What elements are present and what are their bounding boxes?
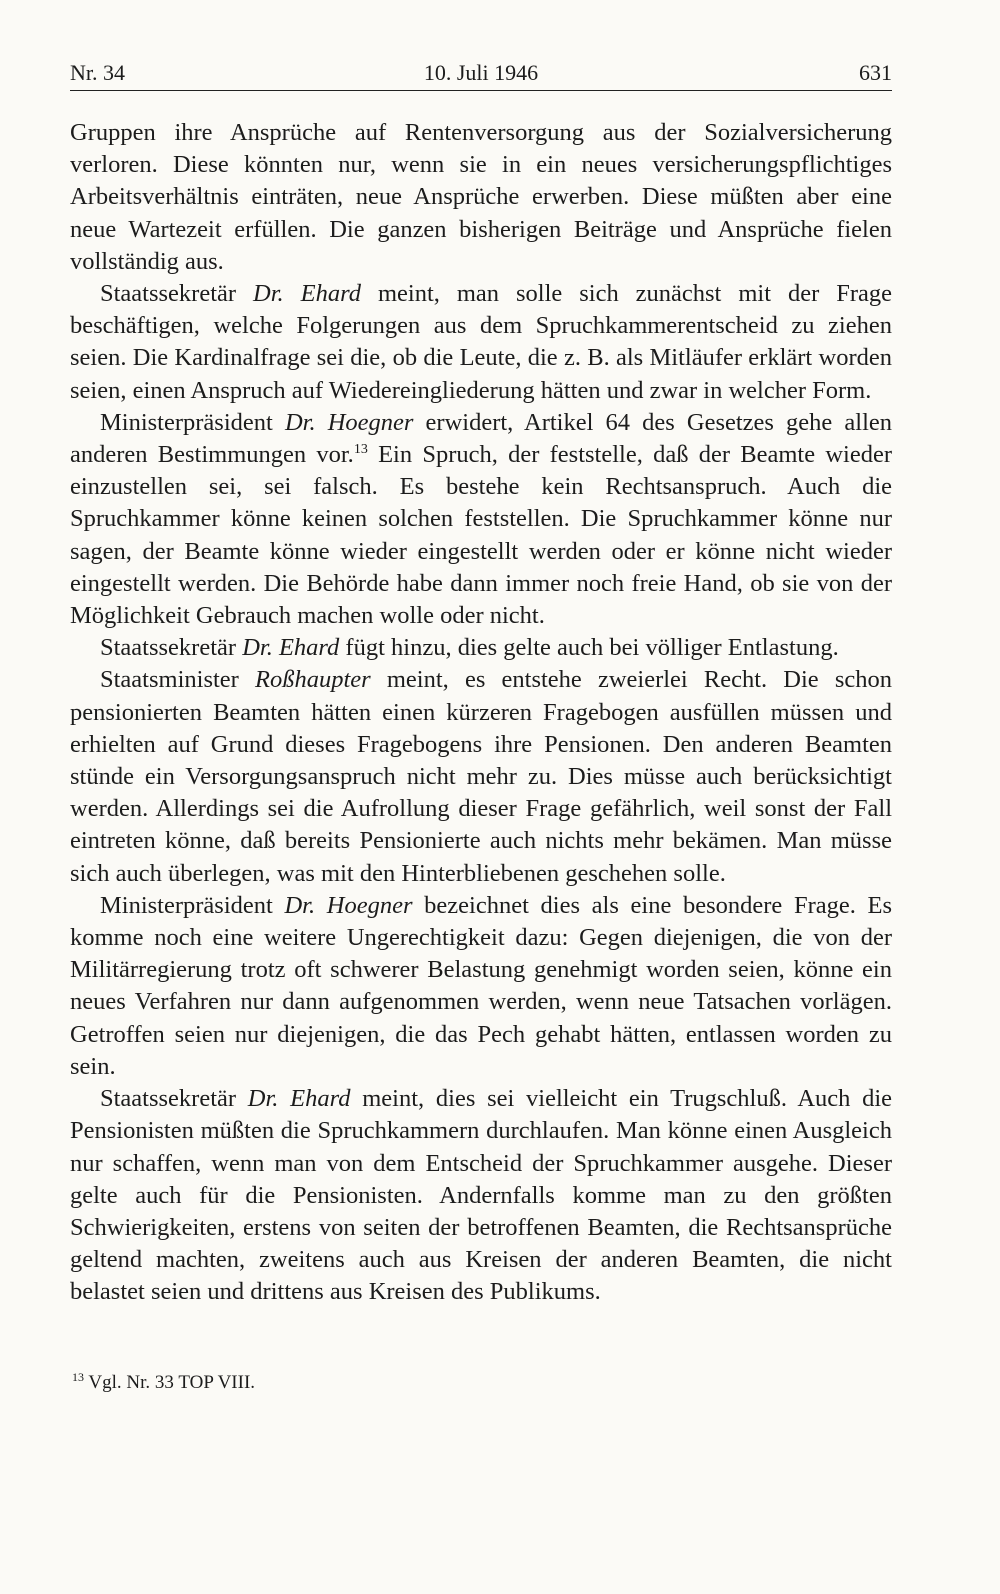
page-header bbox=[70, 58, 892, 91]
speaker-name: Ehard bbox=[290, 1085, 351, 1113]
speaker-name: Roßhaupter bbox=[255, 666, 371, 694]
body-text bbox=[70, 117, 892, 1309]
footnote-reference: 13 bbox=[353, 442, 368, 458]
paragraph: Staatssekretär Dr. Ehard fügt hinzu, dies gelte auch bei völliger Entlastung. bbox=[100, 634, 839, 662]
speaker-role: Staatssekretär bbox=[100, 1085, 237, 1113]
speaker-title: Dr. bbox=[284, 891, 316, 919]
footnote-number: 13 bbox=[72, 1370, 84, 1384]
speaker-name: Ehard bbox=[300, 280, 361, 308]
footnote bbox=[72, 1372, 894, 1394]
speaker-role: Ministerpräsident bbox=[100, 891, 273, 919]
speaker-title: Dr. bbox=[242, 634, 273, 662]
speaker-name: Hoegner bbox=[326, 891, 413, 919]
paragraph: Staatsminister Roßhaupter meint, es entstehe zweierlei Recht. Die schon pensionierten Beamten hätten einen kürzeren Fragebogen ausfüllen müssen und erhielten auf Grund dieses Fragebogens ihre Pensionen. Den anderen Beamten stünde ein Versorgungsanspruch nicht mehr zu. Dies müsse auch berücksichtigt werden. Allerdings sei die Aufrollung dieser Frage gefährlich, weil sonst der Fall eintreten könne, daß bereits Pensionierte auch nichts mehr bekämen. Man müsse sich auch überlegen, was mit den Hinterbliebenen geschehen solle. bbox=[70, 666, 893, 887]
paragraph: Ministerpräsident Dr. Hoegner erwidert, Artikel 64 des Gesetzes gehe allen anderen Bestimmungen vor.$^{13}$ Ein Spruch, der feststelle, daß der Beamte wieder einzustellen sei, sei falsch. Es bestehe kein Rechtsanspruch. Auch die Spruchkammer könne keinen solchen feststellen. Die Spruchkammer könne nur sagen, der Beamte könne wieder eingestellt werden oder er könne nicht wieder eingestellt werden. Die Behörde habe dann immer noch freie Hand, ob sie von der Möglichkeit Gebrauch machen wolle oder nicht. bbox=[70, 408, 893, 630]
speaker-role: Staatssekretär bbox=[100, 634, 237, 662]
paragraph: Staatssekretär Dr. Ehard meint, dies sei vielleicht ein Trugschluß. Auch die Pensionisten müßten die Spruchkammern durchlaufen. Man könne einen Ausgleich nur schaffen, wenn man von dem Entscheid der Spruchkammer ausgehe. Dieser gelte auch für die Pensionisten. Andernfalls komme man zu den größten Schwierigkeiten, erstens von seiten der betroffenen Beamten, die Rechtsansprüche geltend machten, zweitens auch aus Kreisen der anderen Beamten, die nicht belastet seien und drittens aus Kreisen des Publikums. bbox=[70, 1085, 893, 1306]
paragraph: Ministerpräsident Dr. Hoegner bezeichnet dies als eine besondere Frage. Es komme noch eine weitere Ungerechtigkeit dazu: Gegen diejenigen, die von der Militärregierung trotz oft schwerer Belastung genehmigt worden seien, könne ein neues Verfahren nur dann aufgenommen werden, wenn neue Tatsachen vorlägen. Getroffen seien nur diejenigen, die das Pech gehabt hätten, entlassen worden zu sein. bbox=[70, 891, 893, 1080]
speaker-role: Staatsminister bbox=[100, 666, 239, 694]
speaker-title: Dr. bbox=[284, 408, 316, 436]
header-date: 10. Juli 1946 bbox=[423, 60, 539, 85]
speaker-role: Staatssekretär bbox=[100, 280, 237, 308]
speaker-role: Ministerpräsident bbox=[100, 408, 273, 436]
speaker-title: Dr. bbox=[253, 280, 284, 308]
page-number: 631 bbox=[859, 60, 892, 85]
paragraph: Staatssekretär Dr. Ehard meint, man solle sich zunächst mit der Frage beschäftigen, welche Folgerungen aus dem Spruchkammerentscheid zu ziehen seien. Die Kardinalfrage sei die, ob die Leute, die z. B. als Mitläufer erklärt worden seien, einen Anspruch auf Wiedereingliederung hätten und zwar in welcher Form. bbox=[70, 280, 893, 404]
paragraph: Gruppen ihre Ansprüche auf Rentenversorgung aus der Sozialversicherung verloren. Diese könnten nur, wenn sie in ein neues versicherungspflichtiges Arbeitsverhältnis einträten, neue Ansprüche erwerben. Diese müßten aber eine neue Wartezeit erfüllen. Die ganzen bisherigen Beiträge und Ansprüche fielen vollständig aus. bbox=[70, 119, 892, 275]
footnote-text: Vgl. Nr. 33 TOP VIII. bbox=[88, 1372, 256, 1393]
speaker-name: Ehard bbox=[278, 634, 340, 662]
issue-number: Nr. 34 bbox=[70, 60, 125, 85]
speaker-title: Dr. bbox=[247, 1085, 279, 1113]
speaker-name: Hoegner bbox=[327, 408, 414, 436]
